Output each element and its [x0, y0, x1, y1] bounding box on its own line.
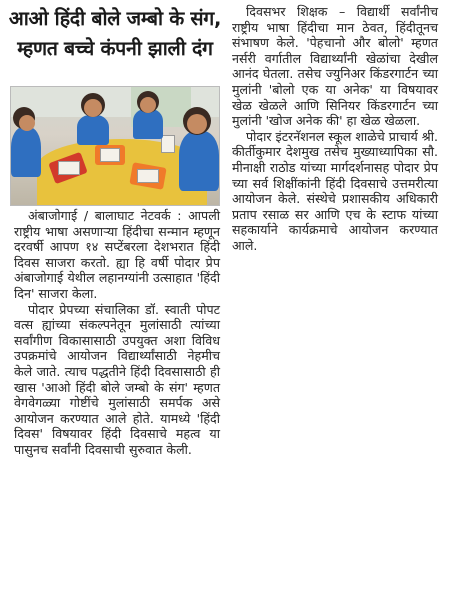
article-column-right [232, 4, 438, 254]
article-photo [10, 86, 220, 206]
article-headline [6, 4, 224, 64]
article-column-left [14, 208, 220, 458]
paragraph: पोदार प्रेपच्या संचालिका डॉ. स्वाती पोपट वत्स ह्यांच्या संकल्पनेतून मुलांसाठी त्यांच्या सर्वांगीण विकासासाठी उपयुक्त अशा विविध उपक्रमांचे आयोजन विद्यार्थ्यांसाठी नेहमीच केले जाते. त्याच पद्धतीने हिंदी दिवसासाठी ही खास 'आओ हिंदी बोले जम्बो के संग' म्हणत वेगवेगळ्या गोष्टींचे मुलांसाठी समर्पक असे आयोजन करण्यात आले होते. यामध्ये 'हिंदी दिवस' विषयावर हिंदी दिवसाचे महत्व या पासुनच सर्वांनी दिवसाची सुरुवात केली. [14, 301, 220, 457]
paragraph: अंबाजोगाई / बालाघाट नेटवर्क : आपली राष्ट्रीय भाषा असणाऱ्या हिंदीचा सन्मान म्हणून दरवर्षी आपण १४ सप्टेंबरला देशभरात हिंदी दिवस साजरा करतो. ह्या हि वर्षी पोदार प्रेप अंबाजोगाई येथील लहानग्यांनी उत्साहात 'हिंदी दिन' साजरा केला. [14, 208, 220, 301]
paragraph: दिवसभर शिक्षक – विद्यार्थी सर्वांनीच राष्ट्रीय भाषा हिंदीचा मान ठेवत, हिंदीतूनच संभाषण केले. 'पेहचानो और बोलो' म्हणत नर्सरी वर्गातील विद्यार्थ्यांनी खेळांचा देखील आनंद घेतला. तसेच ज्युनिअर किंडरगार्टन च्या मुलांनी 'बोलो एक या अनेक' या विषयावर खेळ खेळले आणि सिनियर किंडरगार्टन च्या मुलांनी 'खोज अनेक की' हा खेळ खेळला. [232, 4, 438, 129]
paragraph: पोदार इंटरनॅशनल स्कूल शाळेचे प्राचार्य श्री. कीर्तीकुमार देशमुख तसेच मुख्याध्यापिका सौ. मीनाक्षी राठोड यांच्या मार्गदर्शनासह पोदार प्रेप च्या सर्व शिक्षींकांनी हिंदी दिवसाचे उत्तमरीत्या आयोजन केले. संस्थेचे प्रशासकीय अधिकारी प्रताप रसाळ सर आणि एच के स्टाफ यांच्या सहकार्याने कार्यक्रमाचे आयोजन करण्यात आले. [232, 128, 438, 253]
headline-line-2: म्हणत बच्चे कंपनी झाली दंग [17, 37, 213, 60]
headline-line-1: आओ हिंदी बोले जम्बो के संग, [8, 7, 222, 30]
